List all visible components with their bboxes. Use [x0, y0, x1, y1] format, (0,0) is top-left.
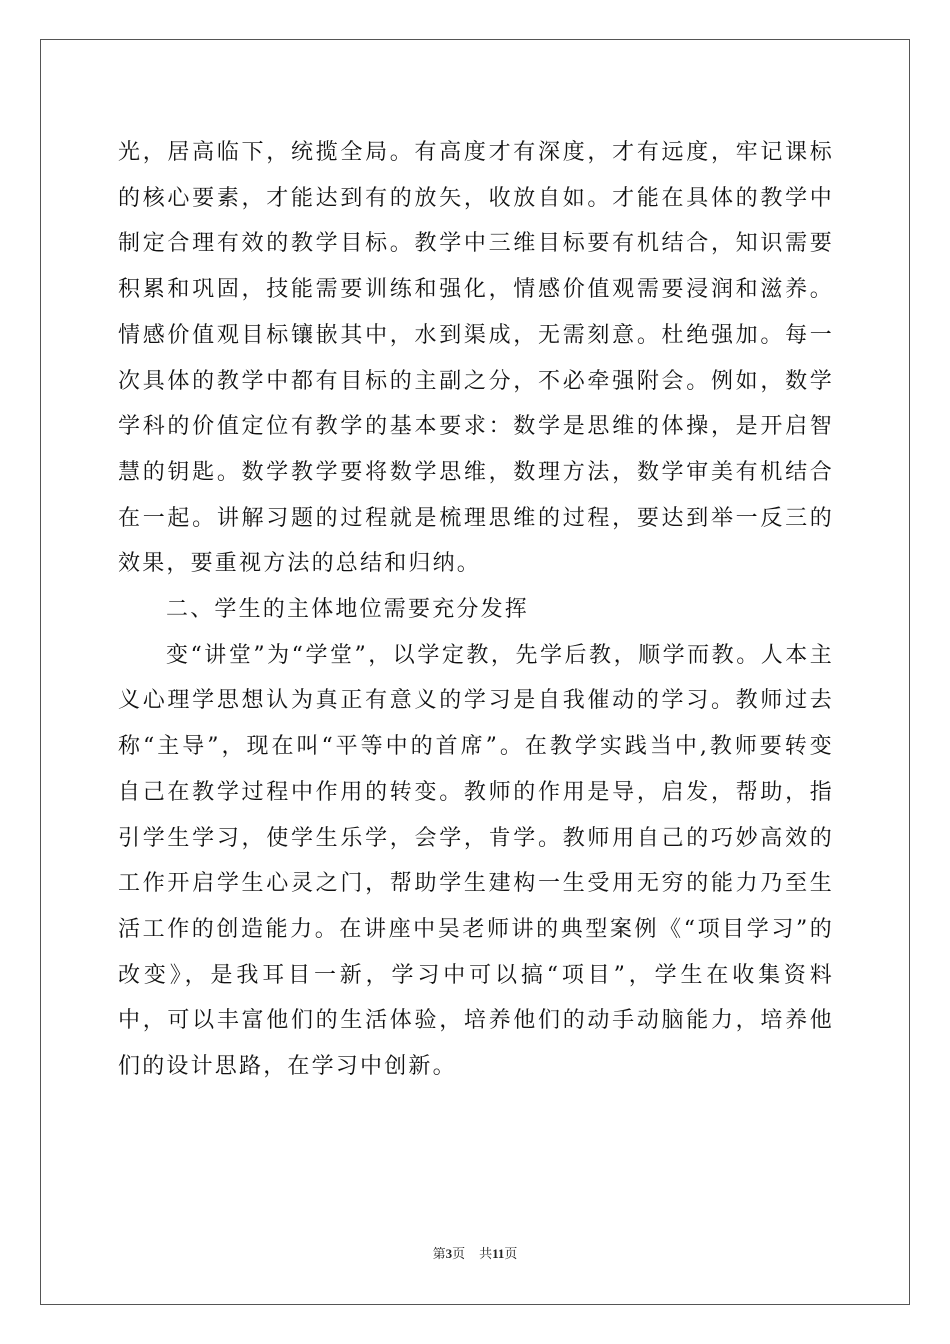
total-prefix: 共 [479, 1246, 493, 1261]
page-suffix: 页 [452, 1246, 466, 1261]
page-prefix: 第 [432, 1246, 446, 1261]
total-pages: 11 [492, 1246, 505, 1261]
body-paragraph-1: 光，居高临下，统揽全局。有高度才有深度，才有远度，牢记课标的核心要素，才能达到有的放矢，收放自如。才能在具体的教学中制定合理有效的教学目标。教学中三维目标要有机结合，知识需要积累和巩固，技能需要训练和强化，情感价值观需要浸润和滋养。情感价值观目标镶嵌其中，水到渠成，无需刻意。杜绝强加。每一次具体的教学中都有目标的主副之分，不必牵强附会。例如，数学学科的价值定位有教学的基本要求：数学是思维的体操，是开启智慧的钥匙。数学教学要将数学思维，数理方法，数学审美有机结合在一起。讲解习题的过程就是梳理思维的过程，要达到举一反三的效果，要重视方法的总结和归纳。 [118, 140, 834, 577]
section-heading: 二、学生的主体地位需要充分发挥 [166, 597, 530, 623]
body-paragraph-2: 变“讲堂”为“学堂”，以学定教，先学后教，顺学而教。人本主义心理学思想认为真正有意义的学习是自我催动的学习。教师过去称“主导”，现在叫“平等中的首席”。在教学实践当中,教师要转变自己在教学过程中作用的转变。教师的作用是导，启发，帮助，指引学生学习，使学生乐学，会学，肯学。教师用自己的巧妙高效的工作开启学生心灵之门，帮助学生建构一生受用无穷的能力乃至生活工作的创造能力。在讲座中吴老师讲的典型案例《“项目学习”的改变》，是我耳目一新，学习中可以搞“项目”，学生在收集资料中，可以丰富他们的生活体验，培养他们的动手动脑能力，培养他们的设计思路，在学习中创新。 [118, 642, 834, 1080]
document-body [118, 130, 834, 1090]
page-number: 3 [445, 1246, 453, 1261]
total-suffix: 页 [504, 1246, 518, 1261]
page-footer [0, 1243, 950, 1262]
